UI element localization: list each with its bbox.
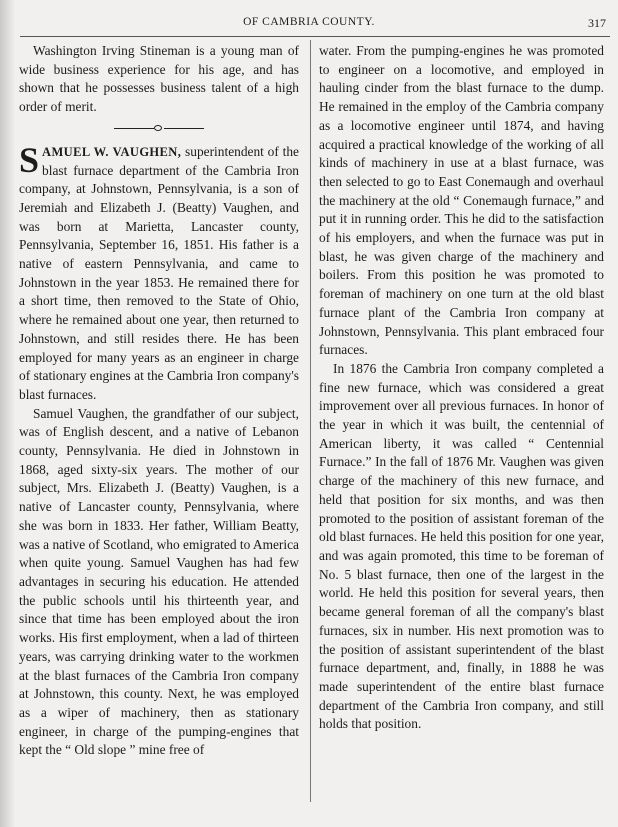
header-rule: [20, 36, 610, 37]
page-gutter-shadow: [0, 0, 14, 827]
right-column: [319, 42, 604, 734]
continuation-paragraph: water. From the pumping-engines he was promoted to engineer on a locomotive, and employed in hauling cinder from the blast furnace to the dump. He remained in the employ of the Cambria company as a locomotive engineer until 1874, and having acquired a practical knowledge of the working of all kinds of machinery in use at a blast furnace, was then selected to go to East Conemaugh and overhaul the machinery at the old “ Conemaugh furnace,” and put it in running order. This he did to the satisfaction of his employers, and when the furnace was put in blast, he was given charge of the machinery and boilers. From this position he was promoted to foreman of machinery on one turn at the old blast furnace plant of the Cambria Iron company at Johnstown, Pennsylvania. This plant embraced four furnaces.: [319, 43, 604, 358]
running-title: OF CAMBRIA COUNTY.: [243, 16, 375, 28]
column-rule: [310, 40, 311, 802]
page-number: 317: [588, 16, 606, 30]
ornament-icon: [154, 125, 162, 131]
grandfather-paragraph: Samuel Vaughen, the grandfather of our subject, was of English descent, and a native of Lebanon county, Pennsylvania. He died in Johnstown in 1868, aged sixty-six years. The mother of our subject, Mrs. Elizabeth J. (Beatty) Vaughen, is a native of Lancaster county, Pennsylvania, where she was born in 1833. Her father, William Beatty, was a native of Scotland, who emigrated to America when quite young. Samuel Vaughen has had few advantages in securing his education. He attended the public schools until his thirteenth year, and since that time has been employed about the iron works. His first employment, when a lad of thirteen years, was carrying drinking water to the workmen at the blast furnaces of the Cambria Iron company at Johnstown, this county. Next, he was employed as a wiper of machinery, then as stationary engineer, in charge of the pumping-engines that kept the “ Old slope ” mine free of: [19, 405, 299, 758]
vaughen-intro-text: superintendent of the blast furnace department of the Cambria Iron company, at Johnstown, Pennsylvania, is a son of Jeremiah and Elizabeth J. (Beatty) Vaughen, and was born at Marietta, Lancaster county, Pennsylvania, September 16, 1851. His father is a native of eastern Pennsylvania, and came to Johnstown in the year 1853. He remained there for a short time, then removed to the State of Ohio, where he remained about one year, then returned to Johnstown, and still resides there. He has been employed for many years as an engineer in charge of stationary engines at the Cambria Iron company's blast furnaces.: [19, 143, 299, 402]
subject-name: AMUEL W. VAUGHEN,: [42, 144, 182, 159]
left-column: [19, 42, 299, 760]
section-divider-ornament: [114, 125, 204, 133]
drop-cap: S: [19, 139, 40, 180]
running-head: [0, 14, 618, 34]
vaughen-intro-paragraph: [19, 139, 299, 405]
centennial-paragraph: In 1876 the Cambria Iron company completed a fine new furnace, which was considered a great improvement over all previous furnaces. In honor of the year in which it was built, the centennial of American liberty, it was called “ Centennial Furnace.” In the fall of 1876 Mr. Vaughen was given charge of the machinery of this new furnace, and held that position for six months, and was then promoted to the position of assistant foreman of the old blast furnaces. He held this position for one year, and was again promoted, this time to be foreman of No. 5 blast furnace, then one of the largest in the world. He held this position for several years, then became general foreman of all the company's blast furnaces, six in number. His next promotion was to the position of assistant superintendent of the blast furnace department, and, finally, in 1888 he was made superintendent of the entire blast furnace department of the Cambria Iron company, and still holds that position.: [319, 360, 604, 732]
stineman-paragraph: Washington Irving Stineman is a young man of wide business experience for his age, and has shown that he possesses business talent of a high order of merit.: [19, 43, 299, 115]
